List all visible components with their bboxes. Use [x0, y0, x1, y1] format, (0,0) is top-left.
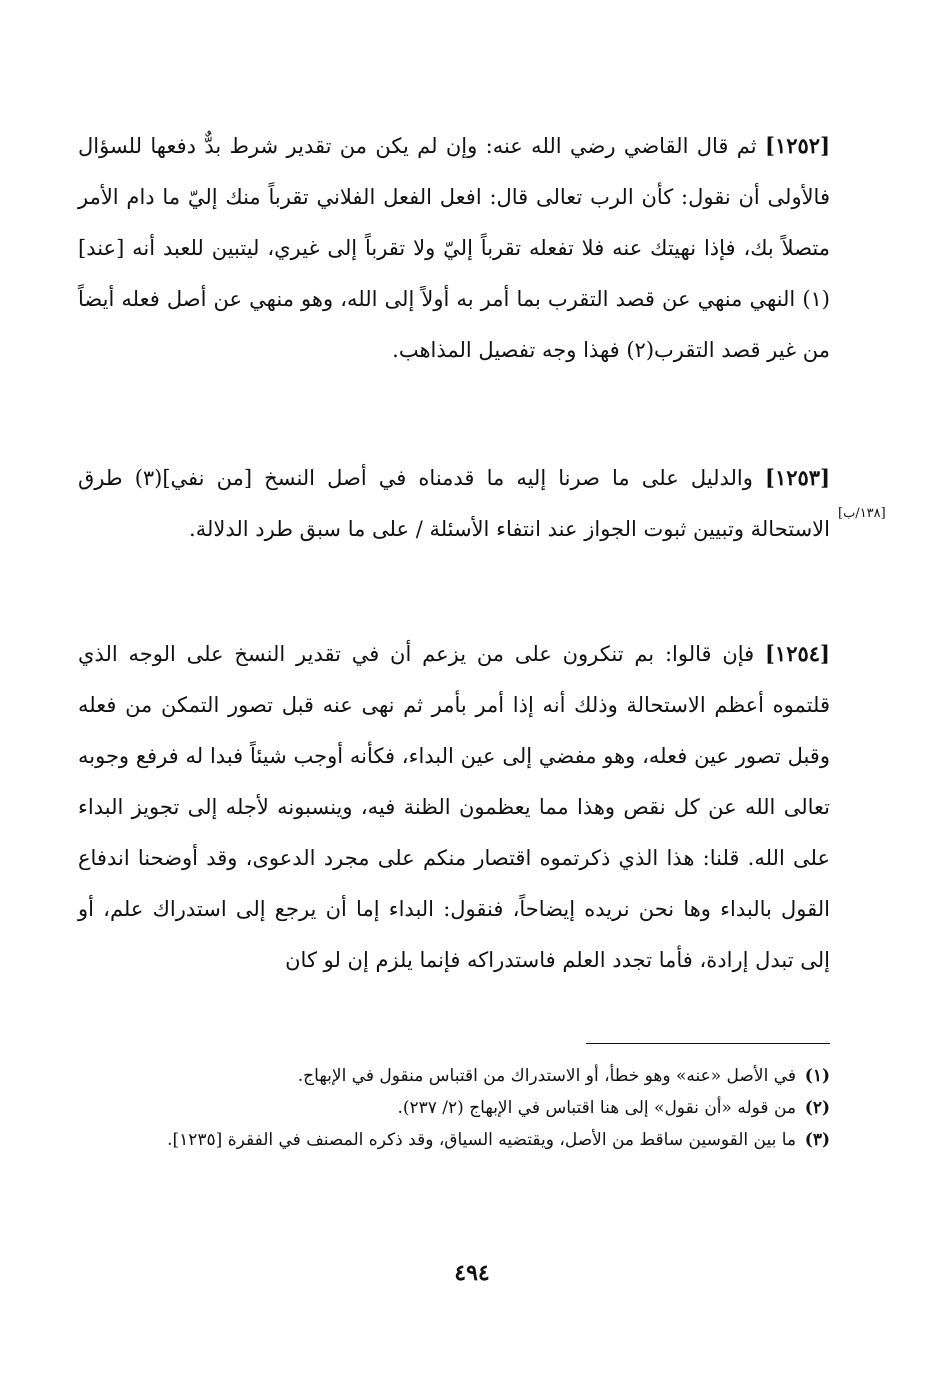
- paragraph-body: والدليل على ما صرنا إليه ما قدمناه في أصل النسخ [من نفي](٣) طرق الاستحالة وتبيين ثبوت الجواز عند انتفاء الأسئلة / على ما سبق طرد الدلالة.: [78, 466, 830, 541]
- footnote-number: (١): [804, 1066, 830, 1086]
- footnote-text: في الأصل «عنه» وهو خطأ، أو الاستدراك من اقتباس منقول في الإبهاج.: [297, 1066, 796, 1086]
- footnote: [78, 1092, 830, 1124]
- footnote-text: ما بين القوسين ساقط من الأصل، ويقتضيه السياق، وقد ذكره المصنف في الفقرة [١٢٣٥].: [167, 1130, 796, 1150]
- footnote-number: (٣): [804, 1130, 830, 1150]
- footnote: [78, 1060, 830, 1092]
- paragraph-text: [78, 628, 830, 986]
- paragraph-text: [78, 120, 830, 376]
- footnote-text: من قوله «أن نقول» إلى هنا اقتباس في الإبهاج (٢/ ٢٣٧).: [397, 1098, 796, 1118]
- footnote: [78, 1124, 830, 1156]
- paragraph-number: [١٢٥٣]: [765, 465, 830, 490]
- footnote-separator: [586, 1043, 830, 1044]
- paragraph-1253: [78, 452, 830, 555]
- paragraph-1252: [78, 120, 830, 376]
- manuscript-folio-note: [١٣٨/ب]: [838, 506, 886, 521]
- paragraph-number: [١٢٥٤]: [764, 641, 830, 666]
- paragraph-1254: [78, 628, 830, 986]
- paragraph-text: [78, 452, 830, 555]
- page-number: ٤٩٤: [454, 1260, 490, 1286]
- paragraph-number: [١٢٥٢]: [765, 133, 830, 158]
- paragraph-body: ثم قال القاضي رضي الله عنه: وإن لم يكن من تقدير شرط بدٌّ دفعها للسؤال فالأولى أن نقول: كأن الرب تعالى قال: افعل الفعل الفلاني تقرباً منك إليّ ما دام الأمر متصلاً بك، فإذا نهيتك عنه فلا تفعله تقرباً إليّ ولا تقرباً إلى غيري، ليتبين للعبد أنه [عند](١) النهي منهي عن قصد التقرب بما أمر به أولاً إلى الله، وهو منهي عن أصل فعله أيضاً من غير قصد التقرب(٢) فهذا وجه تفصيل المذاهب.: [78, 134, 830, 362]
- footnotes: [78, 1060, 830, 1156]
- paragraph-body: فإن قالوا: بم تنكرون على من يزعم أن في تقدير النسخ على الوجه الذي قلتموه أعظم الاستحالة وذلك أنه إذا أمر بأمر ثم نهى عنه قبل تصور التمكن من فعله وقبل تصور عين فعله، وهو مفضي إلى عين البداء، فكأنه أوجب شيئاً فبدا له فرفع وجوبه تعالى الله عن كل نقص وهذا مما يعظمون الظنة فيه، وينسبونه لأجله إلى تجويز البداء على الله. قلنا: هذا الذي ذكرتموه اقتصار منكم على مجرد الدعوى، وقد أوضحنا اندفاع القول بالبداء وها نحن نريده إيضاحاً، فنقول: البداء إما أن يرجع إلى استدراك علم، أو إلى تبدل إرادة، فأما تجدد العلم فاستدراكه فإنما يلزم إن لو كان: [78, 642, 830, 972]
- footnote-number: (٢): [804, 1098, 830, 1118]
